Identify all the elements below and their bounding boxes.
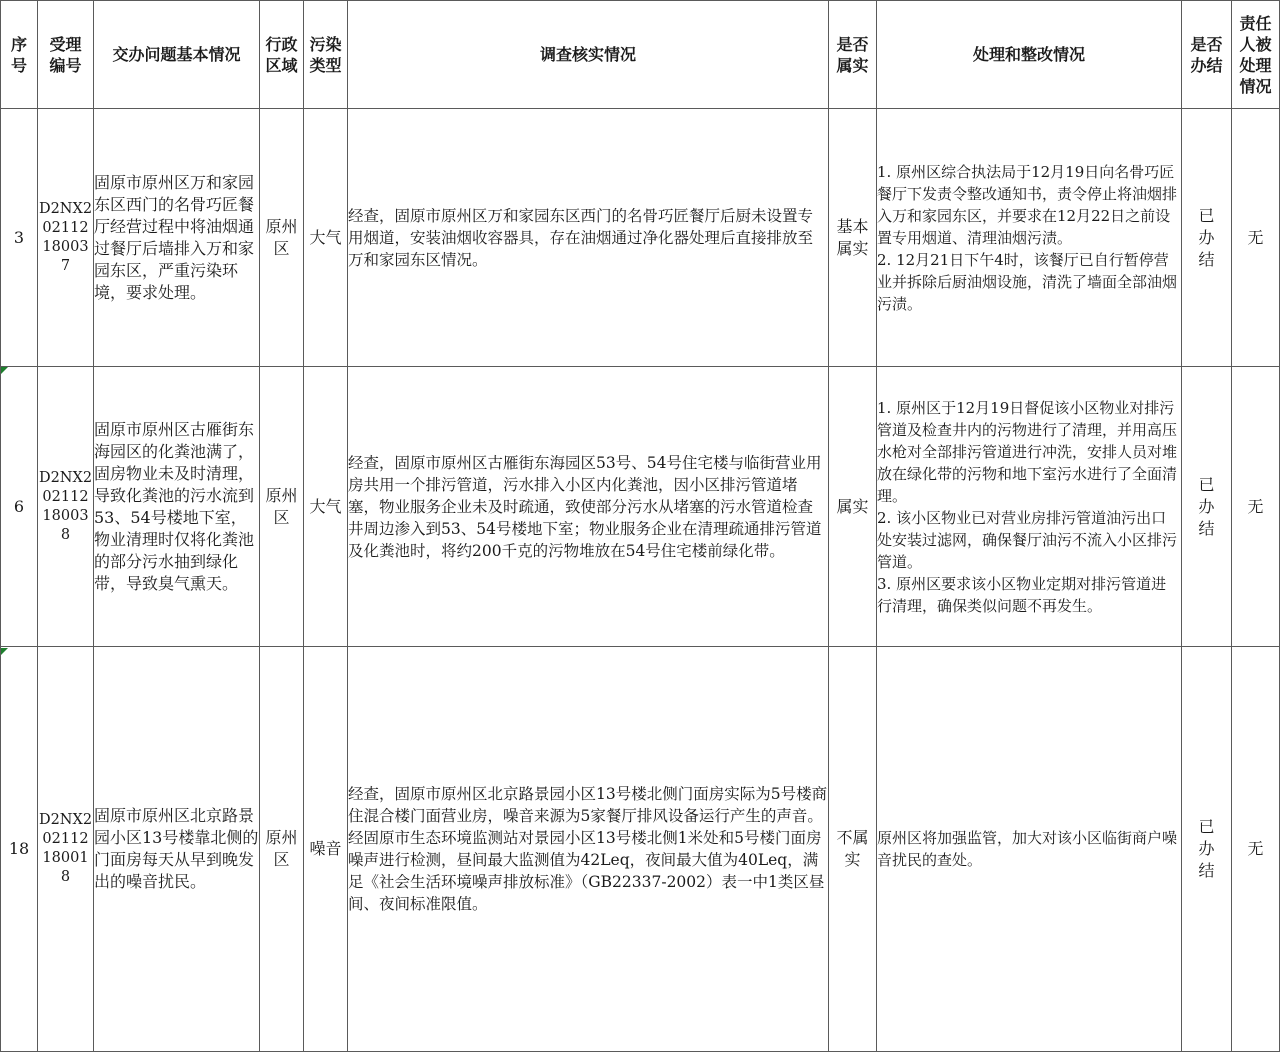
- cell-accountability: 无: [1232, 109, 1280, 367]
- cell-handling: [877, 109, 1182, 367]
- cell-verified: 属实: [829, 367, 877, 647]
- handling-item: 2. 该小区物业已对营业房排污管道油污出口处安装过滤网，确保餐厅油污不流入小区排污管道。: [877, 508, 1178, 571]
- table-row: [1, 367, 1280, 647]
- cell-region: 原州区: [260, 109, 304, 367]
- cell-code: D2NX202112180018: [38, 647, 94, 1052]
- handling-item: 2. 12月21日下午4时，该餐厅已自行暂停营业并拆除后厨油烟设施，清洗了墙面全部油烟污渍。: [877, 250, 1178, 313]
- cell-problem: 固原市原州区古雁街东海园区的化粪池满了，固房物业未及时清理，导致化粪池的污水流到53、54号楼地下室，物业清理时仅将化粪池的部分污水抽到绿化带，导致臭气熏天。: [94, 367, 260, 647]
- cell-seq: 3: [1, 109, 38, 367]
- cell-verified: 不属实: [829, 647, 877, 1052]
- cell-pollution: 大气: [304, 109, 348, 367]
- cell-handling: [877, 367, 1182, 647]
- cell-completed: 已办结: [1182, 647, 1232, 1052]
- cell-problem: 固原市原州区万和家园东区西门的名骨巧匠餐厅经营过程中将油烟通过餐厅后墙排入万和家园东区，严重污染环境，要求处理。: [94, 109, 260, 367]
- cell-completed: 已办结: [1182, 367, 1232, 647]
- cell-investigation: 经查，固原市原州区北京路景园小区13号楼北侧门面房实际为5号楼商住混合楼门面营业房，噪音来源为5家餐厅排风设备运行产生的声音。经固原市生态环境监测站对景园小区13号楼北侧1米处和5号楼门面房噪声进行检测，昼间最大监测值为42Leq，夜间最大值为40Leq，满足《社会生活环境噪声排放标准》（GB22337-2002）表一中1类区昼间、夜间标准限值。: [348, 647, 829, 1052]
- header-pollution: 污染类型: [304, 1, 348, 109]
- header-row: [1, 1, 1280, 109]
- handling-item: 3. 原州区要求该小区物业定期对排污管道进行清理，确保类似问题不再发生。: [877, 574, 1167, 615]
- cell-region: 原州区: [260, 647, 304, 1052]
- cell-pollution: 大气: [304, 367, 348, 647]
- cell-problem: 固原市原州区北京路景园小区13号楼靠北侧的门面房每天从早到晚发出的噪音扰民。: [94, 647, 260, 1052]
- cell-code: D2NX202112180038: [38, 367, 94, 647]
- cell-completed: 已办结: [1182, 109, 1232, 367]
- cell-accountability: 无: [1232, 647, 1280, 1052]
- cell-comment-marker: [1, 648, 8, 655]
- cell-region: 原州区: [260, 367, 304, 647]
- handling-item: 1. 原州区综合执法局于12月19日向名骨巧匠餐厅下发责令整改通知书，责令停止将油烟排入万和家园东区，并要求在12月22日之前设置专用烟道、清理油烟污渍。: [877, 162, 1178, 247]
- cell-code: D2NX202112180037: [38, 109, 94, 367]
- cell-investigation: 经查，固原市原州区万和家园东区西门的名骨巧匠餐厅后厨未设置专用烟道，安装油烟收容器具，存在油烟通过净化器处理后直接排放至万和家园东区情况。: [348, 109, 829, 367]
- header-region: 行政区域: [260, 1, 304, 109]
- header-code: 受理编号: [38, 1, 94, 109]
- header-seq: 序号: [1, 1, 38, 109]
- cell-investigation: 经查，固原市原州区古雁街东海园区53号、54号住宅楼与临街营业用房共用一个排污管道，污水排入小区内化粪池，因小区排污管道堵塞，物业服务企业未及时疏通，致使部分污水从堵塞的污水管道检查井周边渗入到53、54号楼地下室；物业服务企业在清理疏通排污管道及化粪池时，将约200千克的污物堆放在54号住宅楼前绿化带。: [348, 367, 829, 647]
- cell-seq: 6: [1, 367, 38, 647]
- table-row: [1, 647, 1280, 1052]
- header-accountability: 责任人被处理情况: [1232, 1, 1280, 109]
- cell-comment-marker: [1, 367, 8, 374]
- cell-accountability: 无: [1232, 367, 1280, 647]
- cell-verified: 基本属实: [829, 109, 877, 367]
- header-handling: 处理和整改情况: [877, 1, 1182, 109]
- cell-pollution: 噪音: [304, 647, 348, 1052]
- handling-item: 原州区将加强监管，加大对该小区临街商户噪音扰民的查处。: [877, 829, 1178, 869]
- header-investigation: 调查核实情况: [348, 1, 829, 109]
- header-verified: 是否属实: [829, 1, 877, 109]
- cell-seq: 18: [1, 647, 38, 1052]
- cell-handling: [877, 647, 1182, 1052]
- handling-item: 1. 原州区于12月19日督促该小区物业对排污管道及检查井内的污物进行了清理，并用高压水枪对全部排污管道进行冲洗，安排人员对堆放在绿化带的污物和地下室污水进行了全面清理。: [877, 398, 1178, 505]
- table-row: [1, 109, 1280, 367]
- header-problem: 交办问题基本情况: [94, 1, 260, 109]
- header-completed: 是否办结: [1182, 1, 1232, 109]
